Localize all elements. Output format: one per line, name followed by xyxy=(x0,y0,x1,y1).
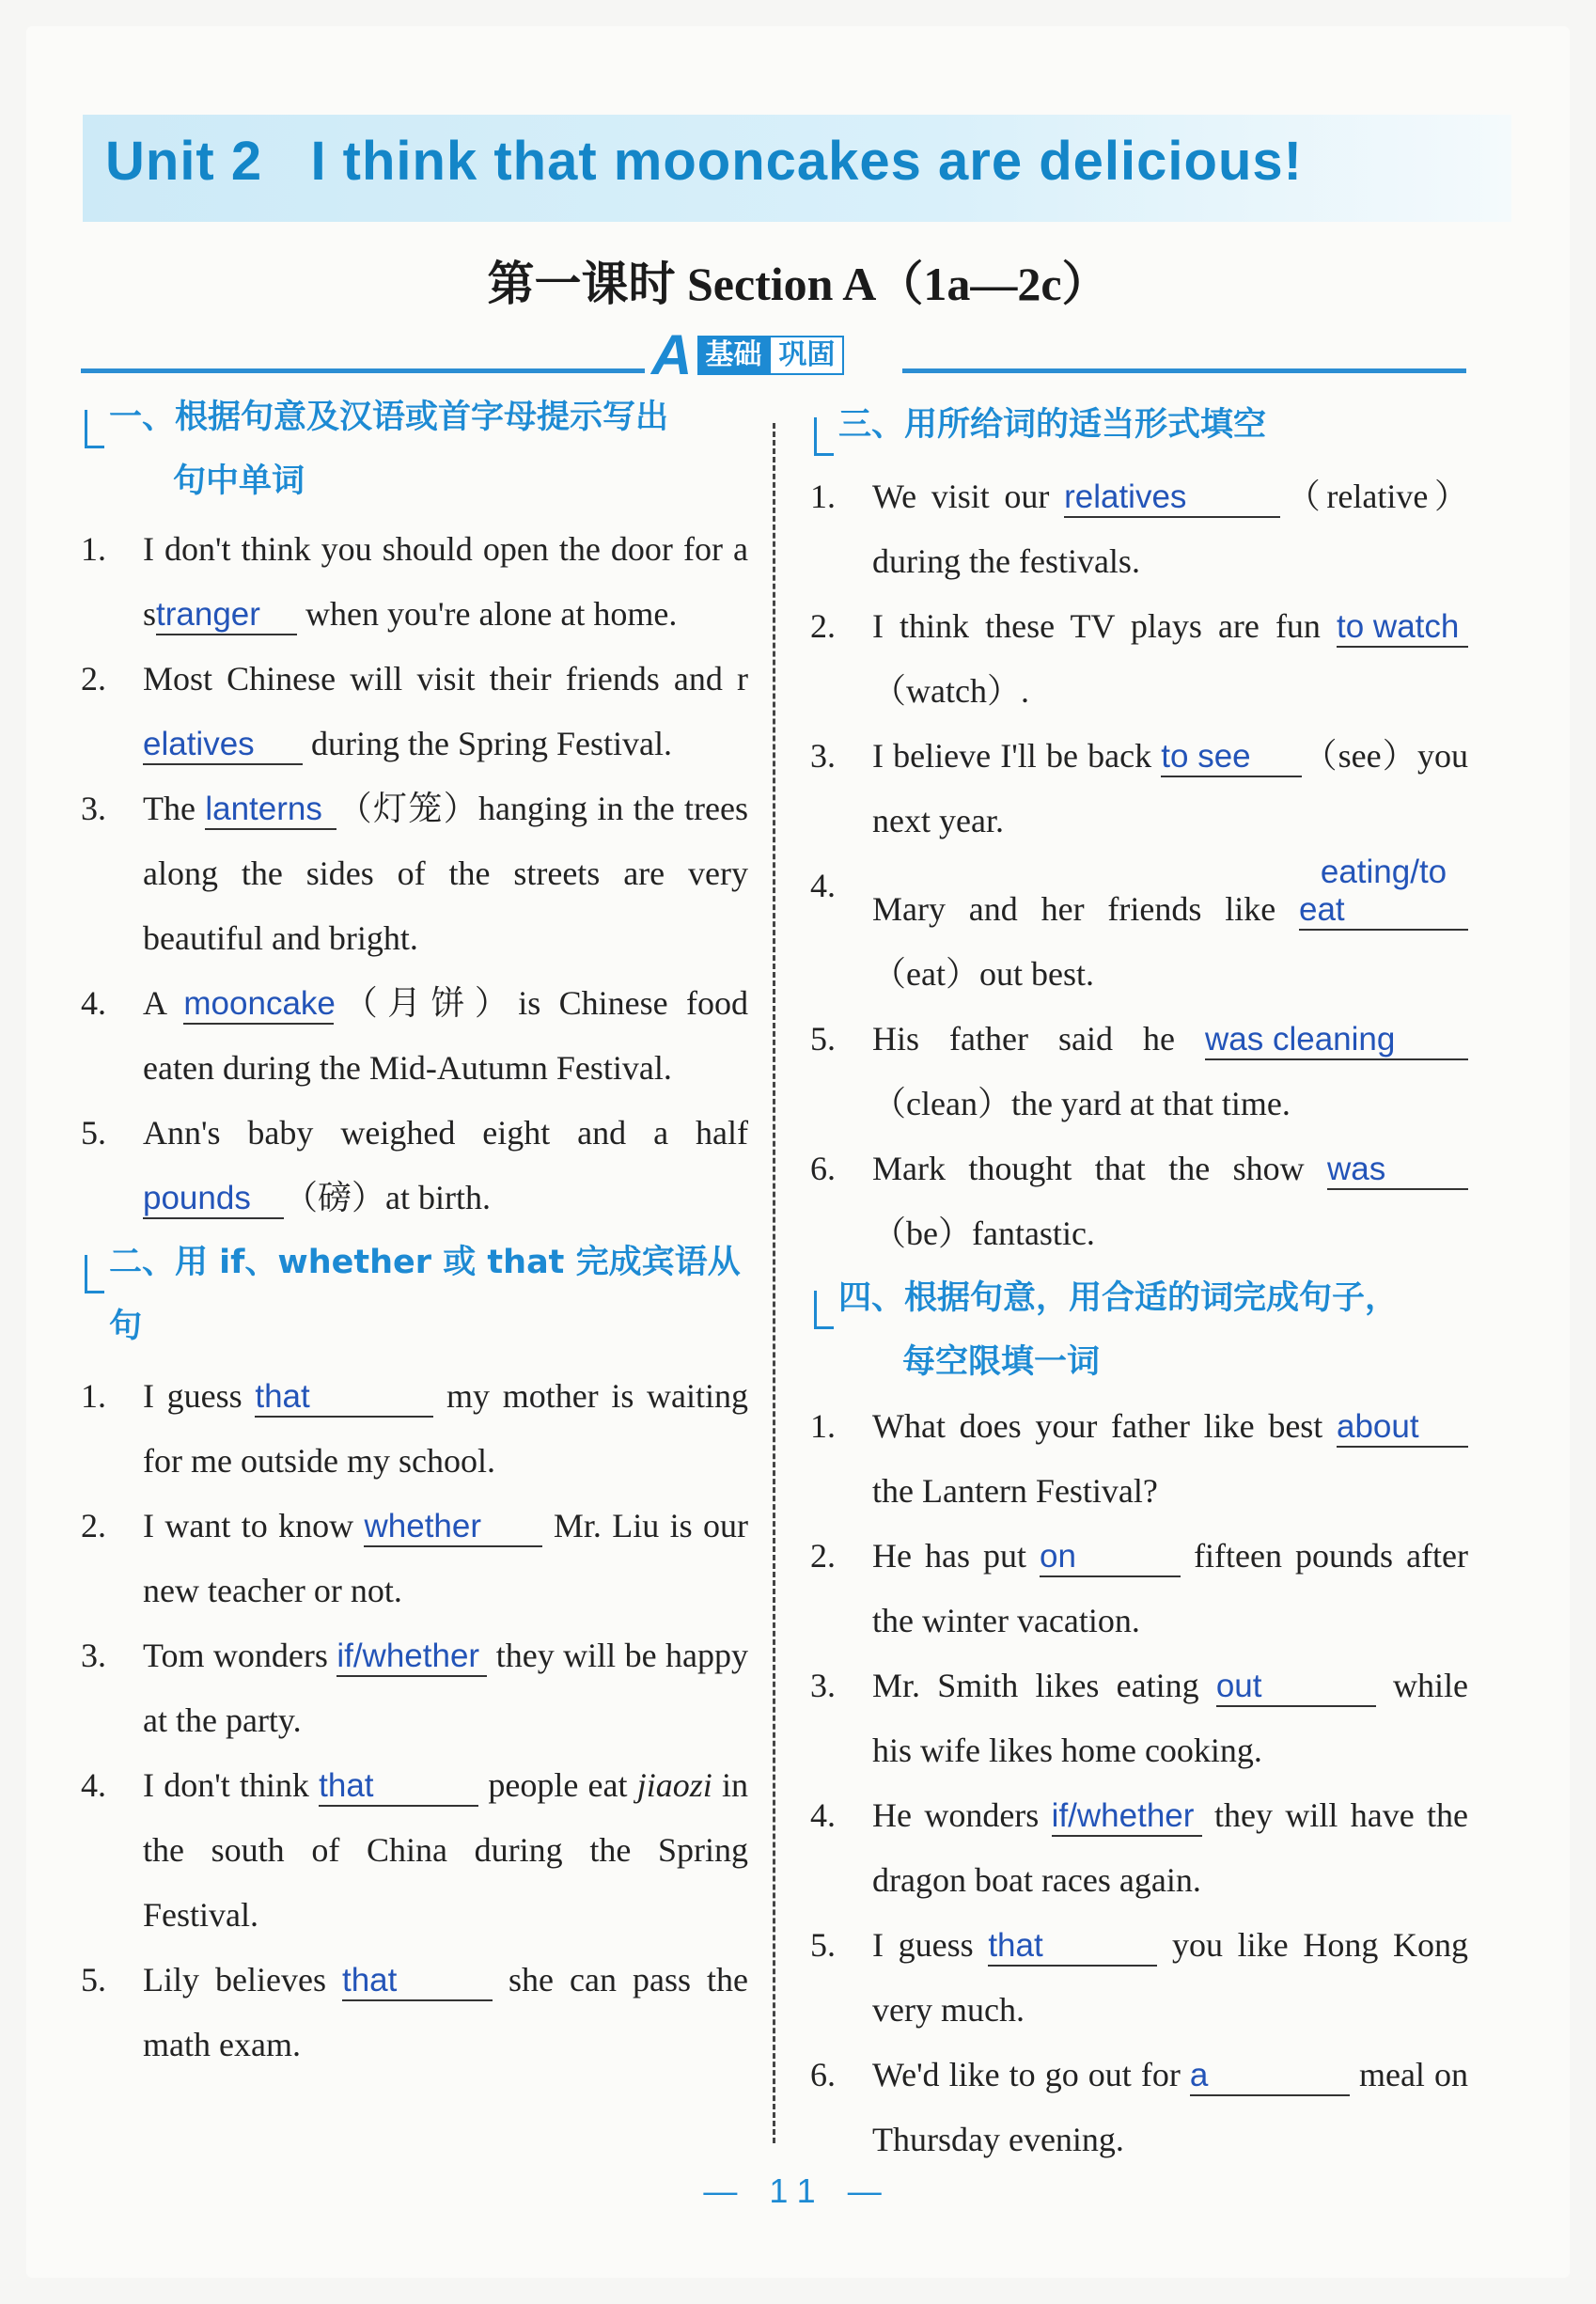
answer-blank[interactable]: tranger xyxy=(156,596,297,635)
question-text-end: fifteen pounds after the winter vacation. xyxy=(872,1537,1468,1639)
question-number: 4. xyxy=(81,1766,106,1804)
question-text-end: （clean）the yard at that time. xyxy=(872,1085,1291,1122)
question-text: Ann's baby weighed eight and a half xyxy=(143,1114,748,1152)
answer-blank[interactable]: was xyxy=(1327,1151,1468,1190)
question-text: He wonders xyxy=(872,1796,1052,1834)
question-text-end: （watch）. xyxy=(872,672,1029,710)
question-text: Mary and her friends like xyxy=(872,890,1299,928)
question-1-5 xyxy=(81,1101,748,1230)
question-4-6 xyxy=(810,2043,1468,2172)
question-number: 2. xyxy=(81,660,106,697)
question-text-end: （磅）at birth. xyxy=(284,1179,491,1216)
question-text-end: meal on Thursday evening. xyxy=(872,2056,1468,2158)
answer-blank[interactable]: on xyxy=(1040,1538,1181,1577)
section-4-title-line1: 四、根据句意，用合适的词完成句子， xyxy=(838,1279,1399,1317)
question-number: 4. xyxy=(810,867,836,904)
question-4-5 xyxy=(810,1913,1468,2043)
answer-blank[interactable]: relatives xyxy=(1064,478,1280,518)
answer-blank[interactable]: out xyxy=(1216,1668,1376,1707)
question-text-end: （relative）during the festivals. xyxy=(872,478,1469,580)
question-2-1 xyxy=(81,1364,748,1494)
answer-blank[interactable]: whether xyxy=(364,1508,542,1547)
column-divider xyxy=(773,423,775,2143)
question-3-2 xyxy=(810,594,1468,724)
question-text: What does your father like best xyxy=(872,1407,1337,1445)
left-column xyxy=(81,385,748,2077)
question-1-2 xyxy=(81,647,748,776)
question-text: Mark thought that the show xyxy=(872,1150,1327,1187)
question-text: He has put xyxy=(872,1537,1041,1575)
question-text: I believe I'll be back xyxy=(872,737,1162,775)
answer-blank[interactable]: lanterns xyxy=(205,791,336,830)
question-4-2 xyxy=(810,1524,1468,1654)
question-2-2 xyxy=(81,1494,748,1623)
answer-blank[interactable]: that xyxy=(255,1378,433,1418)
question-number: 2. xyxy=(810,1537,836,1575)
question-text: We visit our xyxy=(872,478,1065,515)
question-3-6 xyxy=(810,1136,1468,1266)
question-text-end: they will have the dragon boat races again. xyxy=(872,1796,1469,1899)
question-number: 4. xyxy=(81,984,106,1022)
question-text: Most Chinese will visit their friends and r xyxy=(143,660,748,697)
pinyin-word: jiaozi xyxy=(636,1766,712,1804)
question-text: A xyxy=(143,984,184,1022)
question-text-end: （灯笼）hanging in the trees along the sides of the streets are very beautiful and bright. xyxy=(143,790,749,957)
answer-blank[interactable]: about xyxy=(1337,1408,1468,1448)
question-text-end: while his wife likes home cooking. xyxy=(872,1667,1468,1769)
question-number: 5. xyxy=(810,1926,836,1964)
unit-title: Unit 2 I think that mooncakes are delicious! xyxy=(105,131,1303,192)
section-4-heading xyxy=(810,1266,1468,1394)
question-text-end: Mr. Liu is our new teacher or not. xyxy=(143,1507,748,1609)
question-4-3 xyxy=(810,1654,1468,1783)
question-text-end: during the Spring Festival. xyxy=(303,725,672,762)
question-text-end: （see）you next year. xyxy=(872,737,1468,839)
question-text-mid: people eat xyxy=(478,1766,637,1804)
question-text: I want to know xyxy=(143,1507,365,1544)
question-text-end: in the south of China during the Spring Festival. xyxy=(143,1766,748,1934)
question-2-5 xyxy=(81,1948,748,2077)
question-number: 6. xyxy=(810,2056,836,2093)
section-rule-right xyxy=(902,368,1466,373)
page-number: — 11 — xyxy=(703,2171,893,2210)
answer-blank[interactable]: to watch xyxy=(1337,608,1468,648)
question-text: His father said he xyxy=(872,1020,1205,1058)
answer-blank[interactable]: to see xyxy=(1161,738,1302,777)
question-number: 1. xyxy=(81,530,106,568)
answer-blank[interactable]: eating/to eat xyxy=(1299,854,1468,931)
answer-blank[interactable]: elatives xyxy=(143,726,303,765)
question-1-3 xyxy=(81,776,748,971)
question-3-1 xyxy=(810,464,1468,594)
question-text: Mr. Smith likes eating xyxy=(872,1667,1216,1704)
question-text-end: （eat）out best. xyxy=(872,955,1094,993)
question-4-1 xyxy=(810,1394,1468,1524)
question-text-end: my mother is waiting for me outside my school. xyxy=(143,1377,748,1480)
question-number: 3. xyxy=(810,1667,836,1704)
question-text: Lily believes xyxy=(143,1961,342,1998)
section-2-title: 二、用 if、whether 或 that 完成宾语从句 xyxy=(109,1244,741,1345)
basic-review-badge xyxy=(651,323,844,386)
question-text: We'd like to go out for xyxy=(872,2056,1190,2093)
section-rule-left xyxy=(81,368,645,373)
question-text: I guess xyxy=(872,1926,989,1964)
section-4-title-line2: 每空限填一词 xyxy=(902,1343,1101,1381)
question-text: Tom wonders xyxy=(143,1637,337,1674)
question-number: 5. xyxy=(81,1961,106,1998)
question-number: 2. xyxy=(810,607,836,645)
question-number: 5. xyxy=(81,1114,106,1152)
question-1-1 xyxy=(81,517,748,647)
section-2-heading xyxy=(81,1230,748,1358)
question-text: I think these TV plays are fun xyxy=(872,607,1337,645)
question-4-4 xyxy=(810,1783,1468,1913)
question-3-4 xyxy=(810,854,1468,1007)
question-text: I guess xyxy=(143,1377,256,1415)
answer-blank[interactable]: pounds xyxy=(143,1180,284,1219)
question-text: The xyxy=(143,790,206,827)
section-3-title: 三、用所给词的适当形式填空 xyxy=(838,406,1267,444)
section-1-title-line2: 句中单词 xyxy=(173,462,305,500)
question-text-end: they will be happy at the party. xyxy=(143,1637,748,1739)
question-number: 3. xyxy=(810,737,836,775)
lesson-title: 第一课时 Section A（1a—2c） xyxy=(487,258,1109,310)
question-text-end: she can pass the math exam. xyxy=(143,1961,748,2063)
question-number: 1. xyxy=(81,1377,106,1415)
question-text-end: （月饼）is Chinese food eaten during the Mid-Autumn Festival. xyxy=(143,984,748,1087)
question-text: I don't think xyxy=(143,1766,320,1804)
answer-blank[interactable]: that xyxy=(342,1962,493,2001)
answer-blank[interactable]: if/whether xyxy=(1052,1797,1202,1837)
question-number: 1. xyxy=(810,1407,836,1445)
question-number: 5. xyxy=(810,1020,836,1058)
question-text-end: when you're alone at home. xyxy=(297,595,678,633)
question-number: 1. xyxy=(810,478,836,515)
question-2-4 xyxy=(81,1753,748,1948)
badge-letter: A xyxy=(651,323,693,386)
right-column xyxy=(810,385,1468,2172)
question-2-3 xyxy=(81,1623,748,1753)
answer-blank[interactable]: a xyxy=(1190,2057,1350,2096)
question-text-end: the Lantern Festival? xyxy=(872,1472,1158,1510)
answer-blank[interactable]: was cleaning xyxy=(1205,1021,1468,1060)
answer-blank[interactable]: mooncake xyxy=(183,985,334,1025)
section-1-heading xyxy=(81,385,748,513)
question-1-4 xyxy=(81,971,748,1101)
question-number: 4. xyxy=(810,1796,836,1834)
answer-blank[interactable]: if/whether xyxy=(336,1638,487,1677)
question-number: 6. xyxy=(810,1150,836,1187)
badge-label-left: 基础 xyxy=(697,336,769,375)
question-3-3 xyxy=(810,724,1468,854)
badge-label-right: 巩固 xyxy=(769,336,844,375)
question-text-end: （be）fantastic. xyxy=(872,1215,1095,1252)
question-text: I don't think you should open the door for a s xyxy=(143,530,748,633)
section-3-heading xyxy=(810,393,1468,457)
question-number: 2. xyxy=(81,1507,106,1544)
question-3-5 xyxy=(810,1007,1468,1136)
answer-blank[interactable]: that xyxy=(988,1927,1157,1967)
question-text-end: you like Hong Kong very much. xyxy=(872,1926,1468,2029)
question-number: 3. xyxy=(81,1637,106,1674)
section-1-title-line1: 一、根据句意及汉语或首字母提示写出 xyxy=(109,399,669,436)
answer-blank[interactable]: that xyxy=(319,1767,478,1807)
question-number: 3. xyxy=(81,790,106,827)
